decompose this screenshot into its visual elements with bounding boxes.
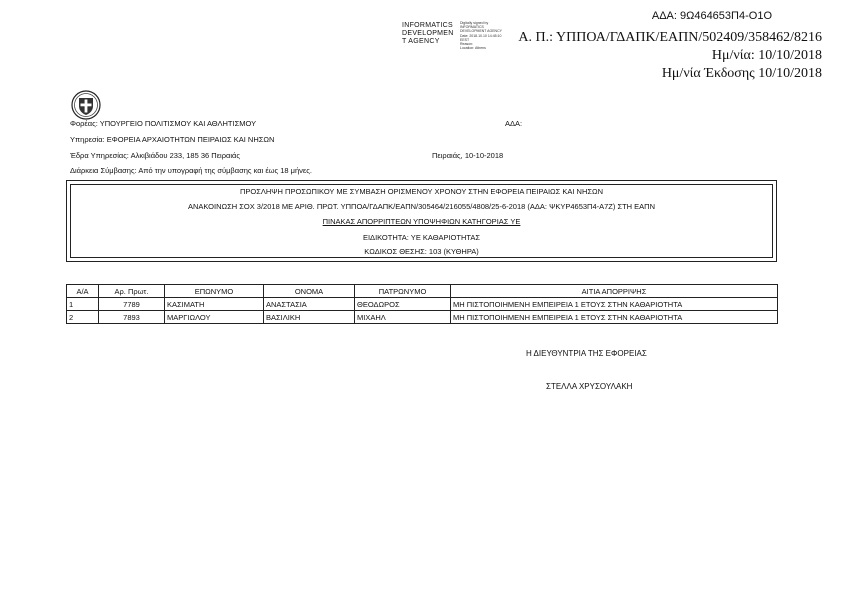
announcement-title: ΠΡΟΣΛΗΨΗ ΠΡΟΣΩΠΙΚΟΥ ΜΕ ΣΥΜΒΑΣΗ ΟΡΙΣΜΕΝΟΥ ΧΡΟΝΟΥ ΣΤΗΝ ΕΦΟΡΕΙΑ ΠΕΙΡΑΙΩΣ ΚΑΙ ΝΗΣΩΝ [239,187,604,196]
position-code-line: ΚΩΔΙΚΟΣ ΘΕΣΗΣ: 103 (ΚΥΘΗΡΑ) [364,247,479,256]
cell-rejection-reason: ΜΗ ΠΙΣΤΟΠΟΙΗΜΕΝΗ ΕΜΠΕΙΡΕΙΑ 1 ΕΤΟΥΣ ΣΤΗΝ ΚΑΘΑΡΙΟΤΗΤΑ [451,298,778,311]
signature-detail-line: EEST [460,37,470,42]
issue-date: Ημ/νία Έκδοσης 10/10/2018 [661,66,822,81]
stamp-line: T AGENCY [402,38,440,45]
stamp-line: INFORMATICS [402,22,454,29]
edra-line: Έδρα Υπηρεσίας: Αλκιβιάδου 233, 185 36 Πειραιάς [70,151,240,160]
signature-detail-line: Location: Athens [460,46,486,51]
cell-name: ΒΑΣΙΛΙΚΗ [264,311,355,324]
ypiresia-line: Υπηρεσία: ΕΦΟΡΕΙΑ ΑΡΧΑΙΟΤΗΤΩΝ ΠΕΙΡΑΙΩΣ ΚΑΙ ΝΗΣΩΝ [70,135,275,144]
rejected-list-title: ΠΙΝΑΚΑΣ ΑΠΟΡΡΙΠΤΕΩΝ ΥΠΟΨΗΦΙΩΝ ΚΑΤΗΓΟΡΙΑΣ ΥΕ [322,217,521,226]
signatory-title: Η ΔΙΕΥΘΥΝΤΡΙΑ ΤΗΣ ΕΦΟΡΕΙΑΣ [526,349,647,358]
announcement-inner-box [70,184,773,258]
signature-detail-line: INFORMATICS [460,25,484,30]
place-date: Πειραιάς, 10-10-2018 [432,151,504,160]
table-row [67,298,778,311]
announcement-box [66,180,777,262]
signature-detail-line: Reason: [460,42,474,47]
protocol-number: Α. Π.: ΥΠΠΟΑ/ΓΔΑΠΚ/ΕΑΠΝ/502409/358462/8216 [518,30,822,45]
cell-surname: ΚΑΣΙΜΑΤΗ [165,298,264,311]
signature-detail-line: Digitally signed by [460,21,489,25]
digital-signature-stamp [402,22,454,46]
header-rejection-reason: ΑΙΤΙΑ ΑΠΟΡΡΙΨΗΣ [451,285,778,298]
rejected-candidates-table [66,284,778,324]
signatory-name: ΣΤΕΛΛΑ ΧΡΥΣΟΥΛΑΚΗ [546,382,633,391]
cell-father-name: ΘΕΟΔΩΡΟΣ [355,298,451,311]
cell-rejection-reason: ΜΗ ΠΙΣΤΟΠΟΙΗΜΕΝΗ ΕΜΠΕΙΡΕΙΑ 1 ΕΤΟΥΣ ΣΤΗΝ ΚΑΘΑΡΙΟΤΗΤΑ [451,311,778,324]
announcement-reference: ΑΝΑΚΟΙΝΩΣΗ ΣΟΧ 3/2018 ΜΕ ΑΡΙΘ. ΠΡΩΤ. ΥΠΠΟΑ/ΓΔΑΠΚ/ΕΑΠΝ/305464/216055/4808/25-6-2018 (ΑΔΑ: ΨΚΥΡ4653Π4-Α7Ζ) ΣΤΗ ΕΑΠΝ [187,202,656,211]
cell-protocol: 7893 [99,311,165,324]
signature-detail-line: DEVELOPMENT AGENCY [460,29,502,34]
cell-aa: 2 [67,311,99,324]
ada-number: ΑΔΑ: 9Ω464653Π4-Ο1Ο [651,10,772,22]
cell-surname: ΜΑΡΓΙΩΛΟΥ [165,311,264,324]
table-header-row [67,285,778,298]
table-row [67,311,778,324]
header-name: ΟΝΟΜΑ [264,285,355,298]
foreas-line: Φορέας: ΥΠΟΥΡΓΕΙΟ ΠΟΛΙΤΙΣΜΟΥ ΚΑΙ ΑΘΛΗΤΙΣΜΟΥ [70,119,257,128]
document-date: Ημ/νία: 10/10/2018 [711,48,822,63]
cell-father-name: ΜΙΧΑΗΛ [355,311,451,324]
header-aa: Α/Α [67,285,99,298]
signature-detail-line: Date: 2018.10.10 14:45:10 [460,33,502,38]
diarkeia-line: Διάρκεια Σύμβασης: Από την υπογραφή της σύμβασης και έως 18 μήνες. [70,166,312,175]
cell-protocol: 7789 [99,298,165,311]
specialty-line: ΕΙΔΙΚΟΤΗΤΑ: ΥΕ ΚΑΘΑΡΙΟΤΗΤΑΣ [362,233,481,242]
cell-aa: 1 [67,298,99,311]
cell-name: ΑΝΑΣΤΑΣΙΑ [264,298,355,311]
digital-signature-details [460,21,502,50]
greek-emblem-icon [71,90,101,120]
header-protocol: Αρ. Πρωτ. [99,285,165,298]
header-father-name: ΠΑΤΡΩΝΥΜΟ [355,285,451,298]
header-surname: ΕΠΩΝΥΜΟ [165,285,264,298]
ada-label: ΑΔΑ: [505,119,523,128]
stamp-line: DEVELOPMEN [402,30,454,37]
